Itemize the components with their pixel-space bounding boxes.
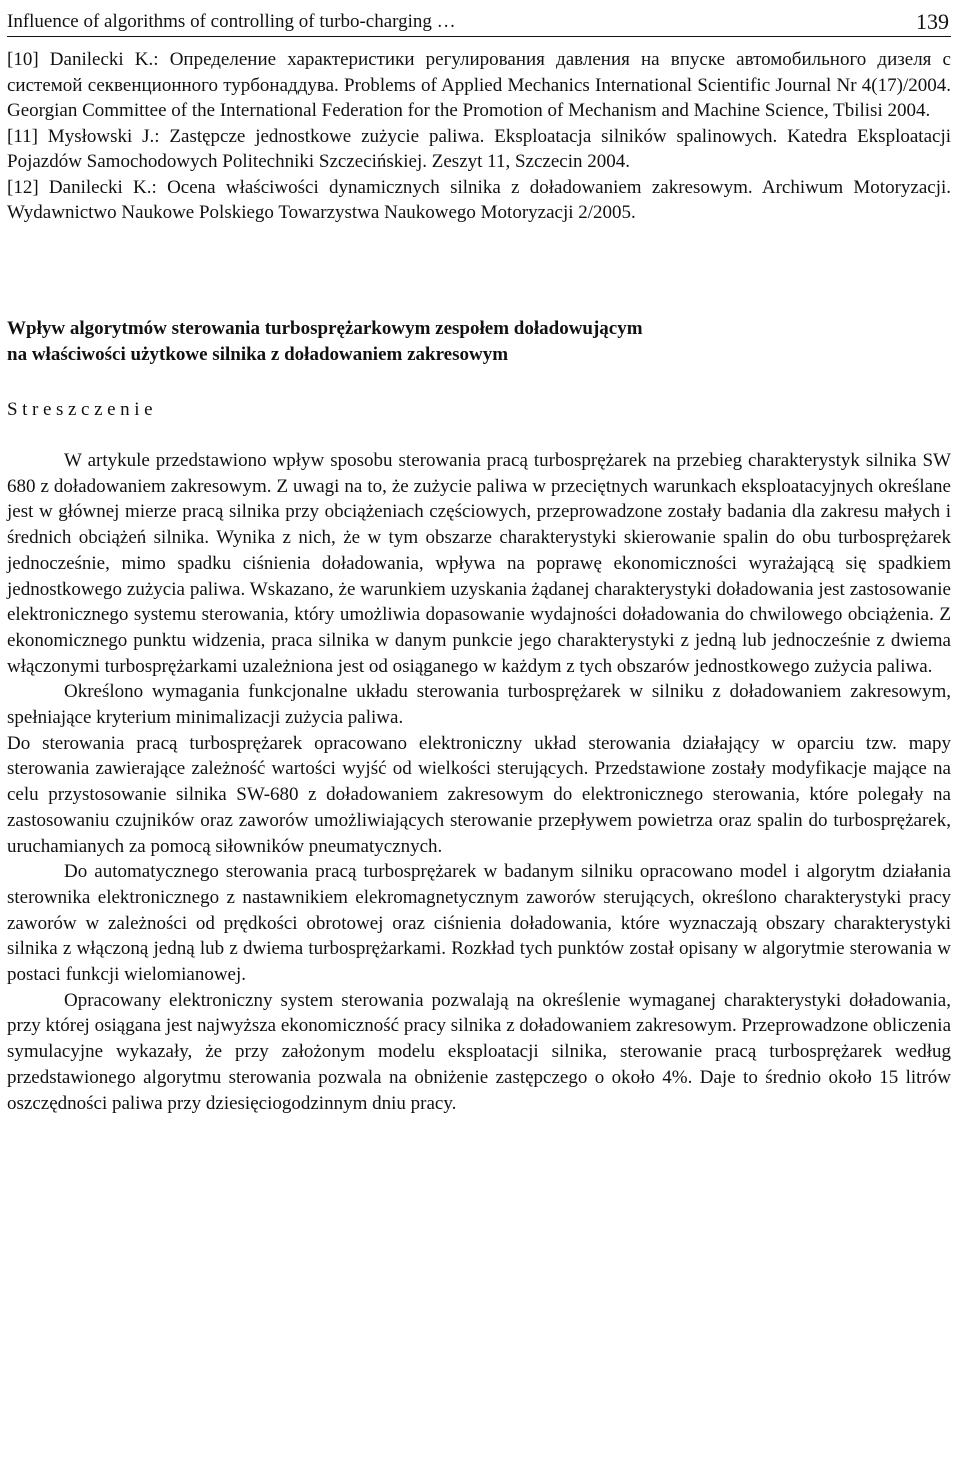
article-title	[7, 316, 951, 368]
reference-12: [12] Danilecki K.: Ocena właściwości dynamicznych silnika z doładowaniem zakresowym. Archiwum Motoryzacji. Wydawnictwo Naukowe Polskiego Towarzystwa Naukowego Motoryzacji 2/2005.	[7, 176, 951, 223]
reference-11: [11] Mysłowski J.: Zastępcze jednostkowe zużycie paliwa. Eksploatacja silników spalinowych. Katedra Eksploatacji Pojazdów Samochodowych Politechniki Szczecińskiej. Zeszyt 11, Szczecin 2004.	[7, 125, 951, 172]
reference-list	[7, 47, 951, 226]
page	[7, 0, 951, 1116]
article-title-line-1: Wpływ algorytmów sterowania turbosprężarkowym zespołem doładowującym	[7, 317, 643, 339]
article-title-line-2: na właściwości użytkowe silnika z doładowaniem zakresowym	[7, 343, 509, 365]
reference-10: [10] Danilecki K.: Определение характеристики регулирования давления на впуске автомобильного дизеля с системой секвенционного турбонаддува. Problems of Applied Mechanics International Scientific Journal Nr 4(17)/2004. Georgian Committee of the International Federation for the Promotion of Mechanism and Machine Science, Tbilisi 2004.	[7, 49, 951, 121]
abstract-paragraph-1: W artykule przedstawiono wpływ sposobu sterowania pracą turbosprężarek na przebieg charakterystyk silnika SW 680 z doładowaniem zakresowym. Z uwagi na to, że zużycie paliwa w przeciętnych warunkach eksploatacyjnych określane jest w głównej mierze pracą silnika przy obciążeniach częściowych, przeprowadzone zostały badania dla zakresu małych i średnich obciążeń silnika. Wynika z nich, że w tym obszarze charakterystyki skierowanie spalin do obu turbosprężarek jednocześnie, mimo spadku ciśnienia doładowania, wpływa na poprawę ekonomiczności wyrażającą się spadkiem jednostkowego zużycia paliwa. Wskazano, że warunkiem uzyskania żądanej charakterystyki doładowania jest zastosowanie elektronicznego systemu sterowania, który umożliwia dopasowanie wydajności doładowania do chwilowego obciążenia. Z ekonomicznego punktu widzenia, praca silnika w danym punkcie jego charakterystyki z jedną lub jednocześnie z dwiema włączonymi turbosprężarkami uzależniona jest od osiąganego w każdym z tych obszarów jednostkowego zużycia paliwa.	[7, 450, 951, 677]
abstract-paragraph-5: Opracowany elektroniczny system sterowania pozwalają na określenie wymaganej charakterystyki doładowania, przy której osiągana jest najwyższa ekonomiczność pracy silnika z doładowaniem zakresowym. Przeprowadzone obliczenia symulacyjne wykazały, że przy założonym modelu eksploatacji silnika, sterowanie pracą turbosprężarek według przedstawionego algorytmu sterowania pozwala na obniżenie zastępczego o około 4%. Daje to średnio około 15 litrów oszczędności paliwa przy dziesięciogodzinnym dniu pracy.	[7, 989, 951, 1114]
abstract-paragraph-2: Określono wymagania funkcjonalne układu sterowania turbosprężarek w silniku z doładowaniem zakresowym, spełniające kryterium minimalizacji zużycia paliwa.	[7, 681, 951, 729]
running-header-title: Influence of algorithms of controlling of turbo-charging …	[7, 10, 456, 32]
abstract-paragraph-3: Do sterowania pracą turbosprężarek opracowano elektroniczny układ sterowania działający w oparciu tzw. mapy sterowania zawierające zależność wartości wyjść od wielkości sterujących. Przedstawione zostały modyfikacje mające na celu przystosowanie silnika SW-680 z doładowaniem zakresowym do elektronicznego sterowania, które polegały na zastosowaniu czujników oraz zaworów umożliwiających sterowanie przepływem powietrza oraz spalin do turbosprężarek, uruchamianych za pomocą siłowników pneumatycznych.	[7, 732, 951, 857]
section-heading-streszczenie: Streszczenie	[7, 398, 158, 420]
abstract-paragraph-4: Do automatycznego sterowania pracą turbosprężarek w badanym silniku opracowano model i algorytm działania sterownika elektronicznego z nastawnikiem elekromagnetycznym zaworów sterujących, określono charakterystyki pracy zaworów w zależności od prędkości obrotowej oraz ciśnienia doładowania, które wyznaczają obszary charakterystyki silnika z włączoną jedną lub z dwiema turbosprężarkami. Rozkład tych punktów został opisany w algorytmie sterowania w postaci funkcji wielomianowej.	[7, 861, 951, 986]
abstract-body	[7, 448, 951, 1116]
page-number: 139	[916, 8, 949, 34]
running-header	[7, 0, 951, 37]
